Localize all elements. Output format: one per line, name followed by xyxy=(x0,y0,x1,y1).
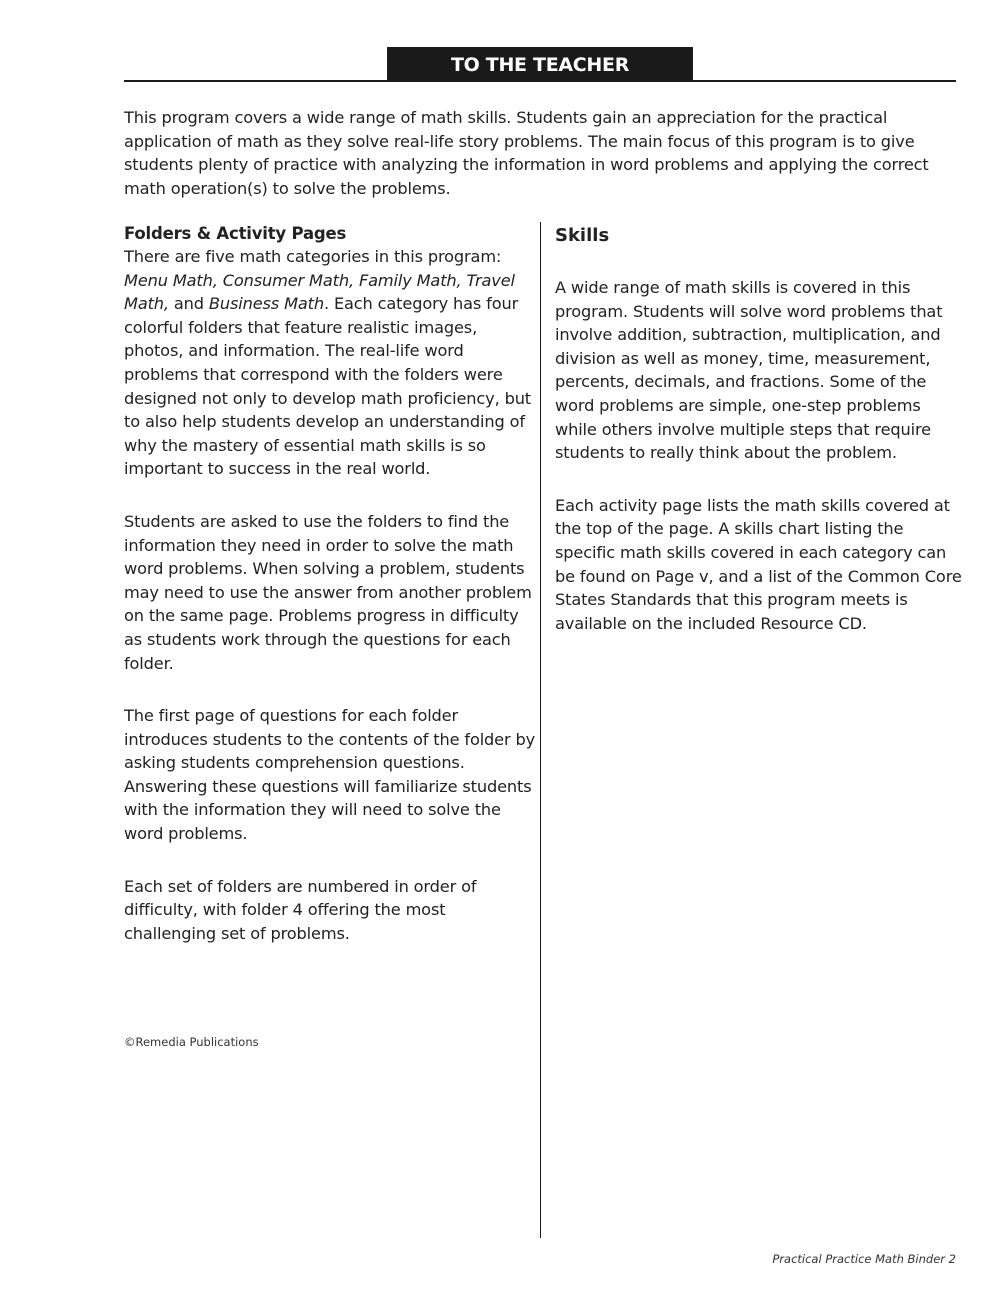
skills-paragraph-1: A wide range of math skills is covered in this program. Students will solve word problems that involve addition, subtraction, multiplication, and division as well as money, time, measurement, percents, decimals, and fractions. Some of the word problems are simple, one-step problems while others involve multiple steps that require students to really think about the problem. xyxy=(555,278,943,463)
skills-paragraph-2: Each activity page lists the math skills covered at the top of the page. A skills chart listing the specific math skills covered in each category can be found on Page v, and a list of the Common Core States Standards that this program meets is available on the included Resource CD. xyxy=(555,495,962,633)
page-title: TO THE TEACHER xyxy=(387,47,693,82)
folders-heading: Folders & Activity Pages xyxy=(124,224,347,243)
folders-text-3: . Each category has four colorful folders that feature realistic images, photos, and information. The real-life word problems that correspond with the folders were designed not only to develop math proficiency, but to also help students develop an understanding of why the mastery of essential math skills is so important to success in the real world. xyxy=(124,294,531,479)
skills-column xyxy=(555,222,965,635)
folders-paragraph-2: Students are asked to use the folders to find the information they need in order to solve the math word problems. When solving a problem, students may need to use the answer from another problem on the same page. Problems progress in difficulty as students work through the questions for each folder. xyxy=(124,511,532,673)
page-footer: Practical Practice Math Binder 2 xyxy=(772,1252,956,1266)
category-names-1: Menu Math, Consumer Math, Family Math, xyxy=(124,270,462,290)
folders-paragraph-1 xyxy=(124,222,536,481)
folders-text-1: There are five math categories in this program: xyxy=(124,247,502,266)
skills-heading: Skills xyxy=(555,225,610,246)
intro-paragraph: This program covers a wide range of math skills. Students gain an appreciation for the practical application of math as they solve real-life story problems. The main focus of this program is to give students plenty of practice with analyzing the information in word problems and applying the correct math operation(s) to solve the problems. xyxy=(124,108,929,198)
folders-paragraph-3: The first page of questions for each folder introduces students to the contents of the folder by asking students comprehension questions. Answering these questions will familiarize students with the information they will need to solve the word problems. xyxy=(124,706,536,844)
category-name-travel: Travel Math, xyxy=(124,270,515,314)
folders-paragraph-4: Each set of folders are numbered in order of difficulty, with folder 4 offering the most challenging set of problems. xyxy=(124,876,477,943)
copyright-notice: ©Remedia Publications xyxy=(124,1035,259,1049)
folders-text-2: and xyxy=(168,294,209,314)
column-divider xyxy=(540,222,541,1238)
folders-column xyxy=(124,222,536,945)
category-name-business: Business Math xyxy=(208,294,324,314)
